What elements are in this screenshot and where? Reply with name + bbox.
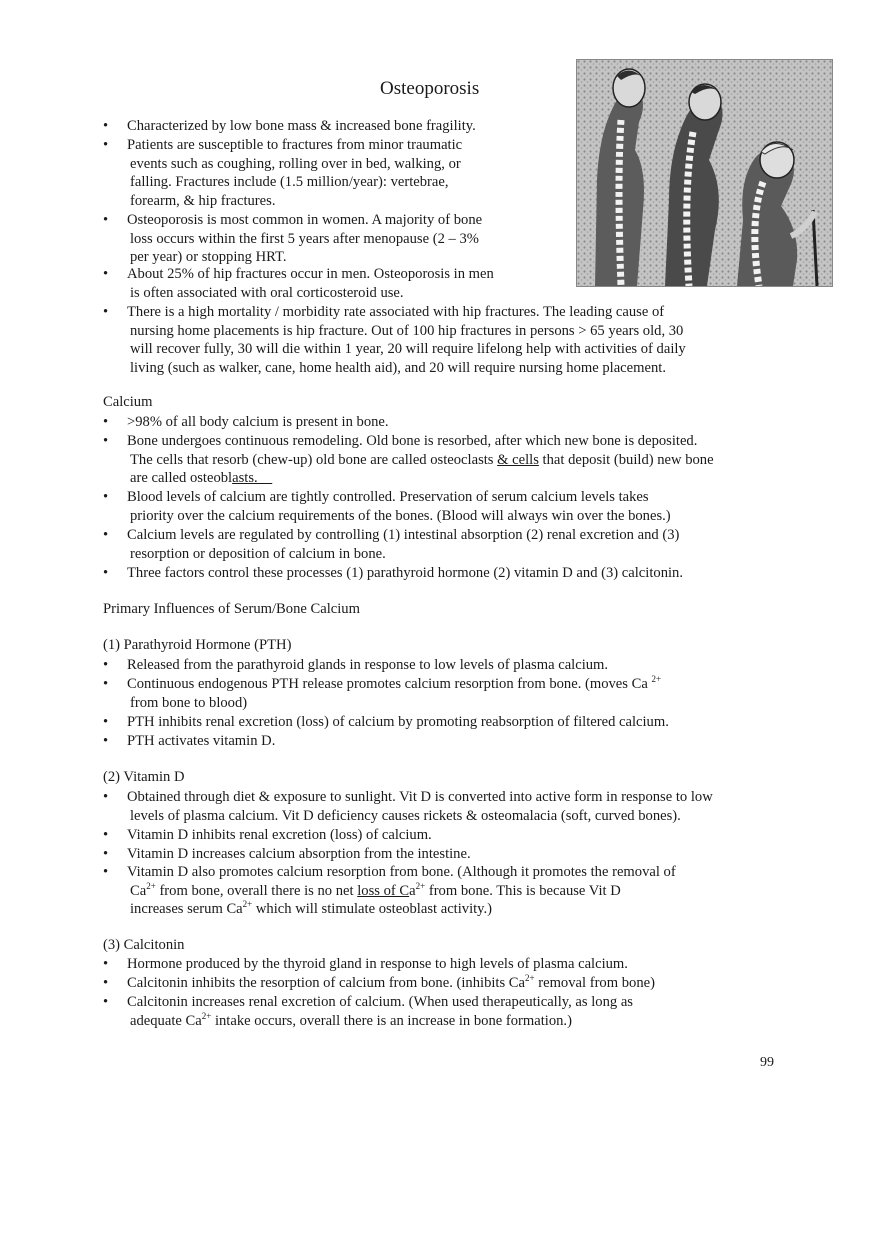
primary-influences-heading: Primary Influences of Serum/Bone Calcium [103, 601, 360, 617]
calcitonin-bullet-3: • Calcitonin increases renal excretion of calcium. (When used therapeutically, as long as adequate $Ca^{2+}$ intake occurs, overall there is an increase in bone formation.) [103, 994, 633, 1029]
page-title: Osteoporosis [380, 78, 480, 99]
intro-bullet-4: • About 25% of hip fractures occur in men. Osteoporosis in men is often associated with oral corticosteroid use. [103, 266, 494, 301]
calcium-bullet-4: • Calcium levels are regulated by controlling (1) intestinal absorption (2) renal excretion and (3) resorption or deposition of calcium in bone. [103, 527, 680, 562]
pth-bullet-1: • Released from the parathyroid glands in response to low levels of plasma calcium. [103, 657, 609, 673]
pth-bullet-3: • PTH inhibits renal excretion (loss) of calcium by promoting reabsorption of filtered calcium. [103, 714, 669, 730]
osteoporosis-figure-graphic [577, 60, 832, 286]
page-number: 99 [760, 1055, 774, 1070]
intro-bullet-2: • Patients are susceptible to fractures from minor traumatic events such as coughing, rolling over in bed, walking, or falling. Fractures include (1.5 million/year): vertebrae, forearm, & hip fractures. [103, 137, 463, 209]
intro-bullet-3: • Osteoporosis is most common in women. A majority of bone loss occurs within the first 5 years after menopause (2 – 3% per year) or stopping HRT. [103, 212, 483, 266]
vitamin-d-bullet-4: • Vitamin D also promotes calcium resorption from bone. (Although it promotes the removal of $Ca^{2+}$ from bone, overall there is no net loss of $Ca^{2+}$ from bone. This is because Vit D increases serum $Ca^{2+}$ which will stimulate osteoblast activity.) [103, 864, 676, 918]
vitamin-d-bullet-1: • Obtained through diet & exposure to sunlight. Vit D is converted into active form in response to low levels of plasma calcium. Vit D deficiency causes rickets & osteomalacia (soft, curved bones). [103, 789, 713, 824]
calcitonin-bullet-1: • Hormone produced by the thyroid gland in response to high levels of plasma calcium. [103, 956, 628, 972]
osteoporosis-progression-illustration [576, 59, 833, 287]
pth-bullet-2: • Continuous endogenous PTH release promotes calcium resorption from bone. (moves Ca $^{2+}$ from bone to blood) [103, 674, 662, 711]
intro-bullet-5: • There is a high mortality / morbidity rate associated with hip fractures. The leading cause of nursing home placements is hip fracture. Out of 100 hip fractures in persons > 65 years old, 30 will recover fully, 30 will die within 1 year, 20 will require lifelong help with activities of daily living (such as walker, cane, home health aid), and 20 will require nursing home placement. [103, 304, 686, 376]
calcium-bullet-1: • >98% of all body calcium is present in bone. [103, 414, 389, 430]
vitamin-d-bullet-3: • Vitamin D increases calcium absorption from the intestine. [103, 846, 471, 862]
pth-heading: (1) Parathyroid Hormone (PTH) [103, 637, 292, 653]
calcitonin-heading: (3) Calcitonin [103, 937, 185, 953]
calcium-bullet-3: • Blood levels of calcium are tightly controlled. Preservation of serum calcium levels takes priority over the calcium requirements of the bones. (Blood will always win over the bones.) [103, 489, 671, 524]
vitamin-d-bullet-2: • Vitamin D inhibits renal excretion (loss) of calcium. [103, 827, 432, 843]
intro-bullet-1: • Characterized by low bone mass & increased bone fragility. [103, 118, 476, 134]
calcium-bullet-5: • Three factors control these processes (1) parathyroid hormone (2) vitamin D and (3) calcitonin. [103, 565, 683, 581]
vitamin-d-heading: (2) Vitamin D [103, 769, 185, 785]
calcitonin-bullet-2: • Calcitonin inhibits the resorption of calcium from bone. (inhibits $Ca^{2+}$ removal from bone) [103, 973, 655, 991]
calcium-heading: Calcium [103, 394, 153, 410]
pth-bullet-4: • PTH activates vitamin D. [103, 733, 276, 749]
calcium-bullet-2: • Bone undergoes continuous remodeling. Old bone is resorbed, after which new bone is deposited. The cells that resorb (chew-up) old bone are called osteoclasts & cells that deposit (build) new bone are called osteoblasts. [103, 433, 714, 487]
